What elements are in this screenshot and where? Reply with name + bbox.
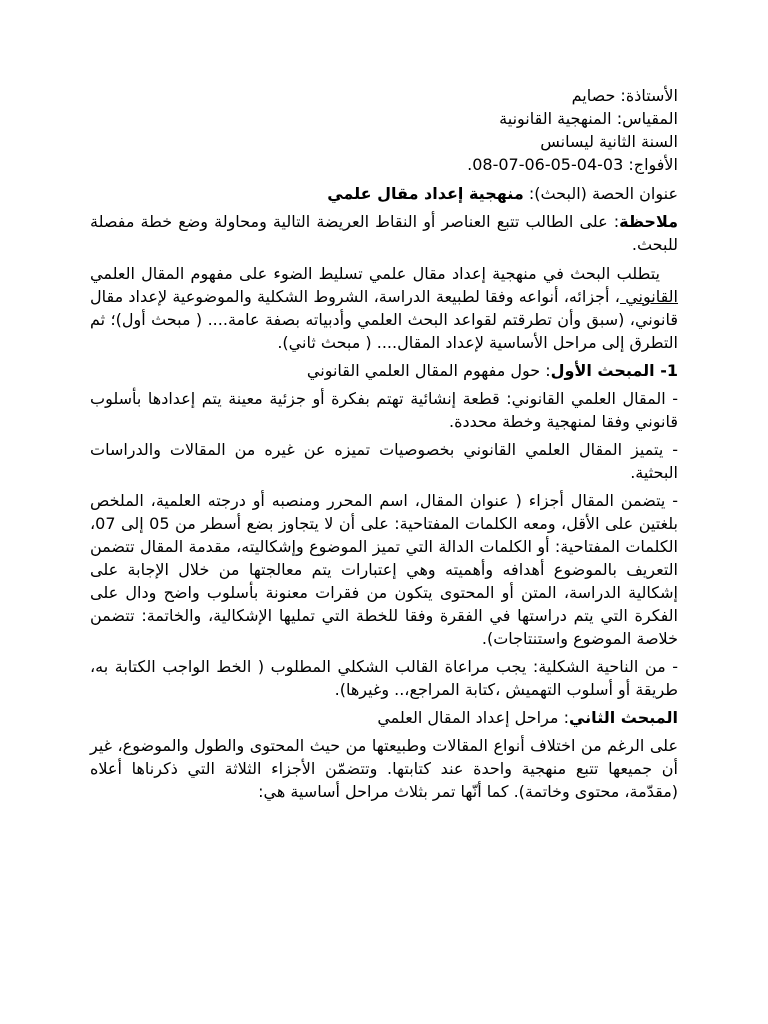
lesson-title-bold: منهجية إعداد مقال علمي	[327, 184, 524, 203]
note-label: ملاحظة	[619, 212, 678, 231]
point-item: - يتميز المقال العلمي القانوني بخصوصيات تميزه عن غيره من المقالات والدراسات البحثية.	[90, 440, 678, 482]
lesson-title	[90, 182, 678, 205]
section2-heading	[90, 706, 678, 729]
point-item: - من الناحية الشكلية: يجب مراعاة القالب الشكلي المطلوب ( الخط الواجب الكتابة به، طريقة أو أسلوب التهميش ،كتابة المراجع،.. وغيرها).	[90, 657, 678, 699]
teacher-line: الأستاذة: حصايم	[571, 86, 678, 105]
groups-line: الأفواج: 03-04-05-06-07-08.	[467, 155, 678, 174]
point-item: - يتضمن المقال أجزاء ( عنوان المقال، اسم المحرر ومنصبه أو درجته العلمية، الملخص بلغتين على الأقل، ومعه الكلمات المفتاحية: على أن لا يتجاوز بضع أسطر من 05 إلى 07، الكلمات المفتاحية: أو الكلمات الدالة التي تميز الموضوع وإشكاليته، مقدمة المقال تتضمن التعريف بالموضوع أهدافه وأهميته وهي إعتبارات يتم معالجتها من خلال الإجابة على إشكالية الدراسة، المتن أو المحتوى يتكون من فقرات معنونة بأسلوب واضح ودال على الفكرة التي يتم دراستها في الفقرة وفقا للخطة التي تمليها الإشكالية، والخاتمة: تتضمن خلاصة الموضوع واستنتاجات).	[90, 491, 678, 648]
module-line: المقياس: المنهجية القانونية	[499, 109, 678, 128]
closing-paragraph: على الرغم من اختلاف أنواع المقالات وطبيعتها من حيث المحتوى والطول والموضوع، غير أن جميعها تتبع منهجية واحدة عند كتابتها. وتتضمّن الأجزاء الثلاثة التي ذكرناها أعلاه (مقدّمة، محتوى وخاتمة). كما أنّها تمر بثلاث مراحل أساسية هي:	[90, 736, 678, 801]
point-item: - المقال العلمي القانوني: قطعة إنشائية تهتم بفكرة أو جزئية معينة يتم إعدادها بأسلوب قانوني وفقا لمنهجية وخطة محددة.	[90, 389, 678, 431]
section2-label: المبحث الثاني	[568, 708, 678, 727]
lesson-title-prefix: عنوان الحصة (البحث):	[523, 184, 678, 203]
section1-text: : حول مفهوم المقال العلمي القانوني	[306, 361, 551, 380]
intro-paragraph	[90, 262, 678, 354]
intro-part1: يتطلب البحث في منهجية إعداد مقال علمي تسليط الضوء على مفهوم المقال العلمي	[90, 264, 660, 283]
intro-part2: ، أجزائه، أنواعه وفقا لطبيعة الدراسة، الشروط الشكلية والموضوعية لإعداد مقال قانوني، (سبق وأن تطرقتم لقواعد البحث العلمي وأدبياته بصفة عامة.... ( مبحث أول)؛ ثم التطرق إلى مراحل الأساسية لإعداد المقال.... ( مبحث ثاني).	[90, 287, 678, 352]
section2-text: : مراحل إعداد المقال العلمي	[377, 708, 569, 727]
intro-underlined: القانوني	[619, 287, 678, 306]
year-line: السنة الثانية ليسانس	[540, 132, 678, 151]
section1-label: 1- المبحث الأول	[550, 361, 678, 380]
note-paragraph	[90, 210, 678, 256]
note-text: : على الطالب تتبع العناصر أو النقاط العريضة التالية ومحاولة وضع خطة مفصلة للبحث.	[90, 212, 678, 254]
section1-heading	[90, 359, 678, 382]
